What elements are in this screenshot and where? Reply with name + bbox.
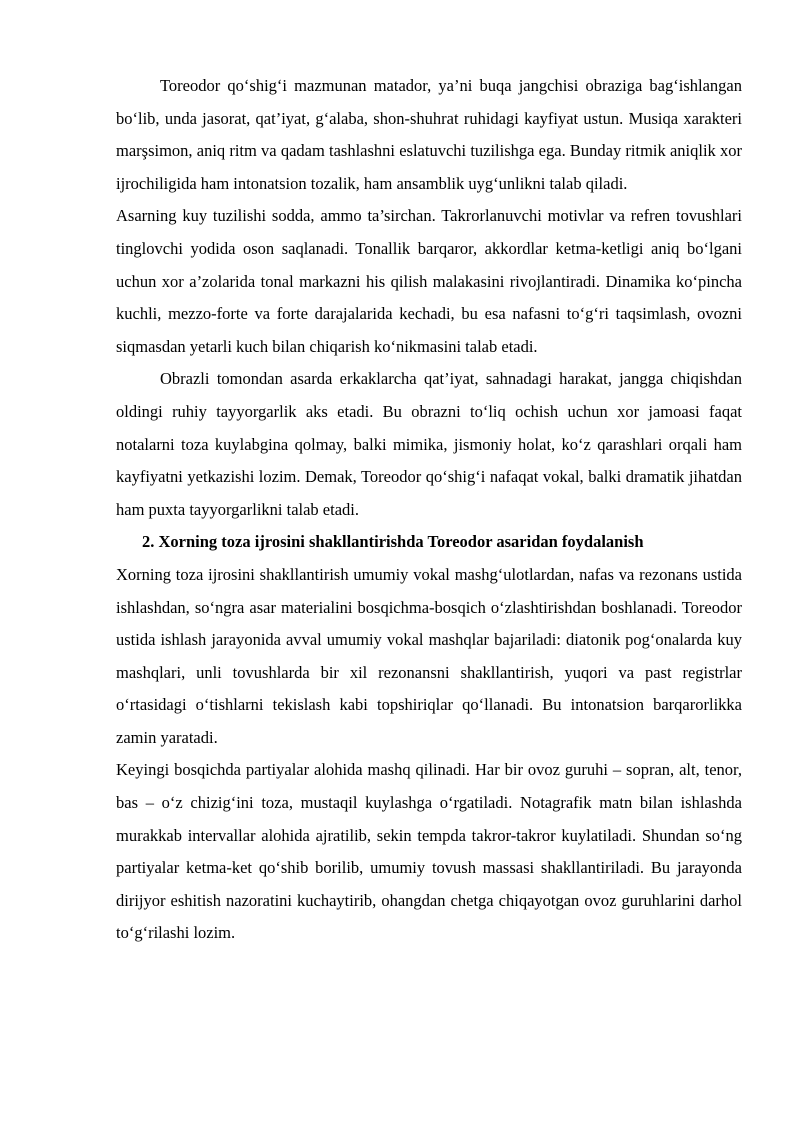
paragraph: Keyingi bosqichda partiyalar alohida mashq qilinadi. Har bir ovoz guruhi – sopran, alt, tenor, bas – o‘z chizig‘ini toza, mustaqil kuylashga o‘rgatiladi. Notagrafik matn bilan ishlashda murakkab intervallar alohida ajratilib, sekin tempda takror-takror kuylatiladi. Shundan so‘ng partiyalar ketma-ket qo‘shib borilib, umumiy tovush massasi shakllantiriladi. Bu jarayonda dirijyor eshitish nazoratini kuchaytirib, ohangdan chetga chiqayotgan ovoz guruhlarini darhol to‘g‘rilashi lozim.: [116, 760, 742, 943]
paragraph: Toreodor qo‘shig‘i mazmunan matador, ya’ni buqa jangchisi obraziga bag‘ishlangan bo‘lib, unda jasorat, qat’iyat, g‘alaba, shon-shuhrat ruhidagi kayfiyat ustun. Musiqa xarakteri marşsimon, aniq ritm va qadam tashlashni eslatuvchi tuzilishga ega. Bunday ritmik aniqlik xor ijrochiligida ham intonatsion tozalik, ham ansamblik uyg‘unlikni talab qiladi.: [116, 76, 742, 193]
paragraph: Xorning toza ijrosini shakllantirish umumiy vokal mashg‘ulotlardan, nafas va rezonans ustida ishlashdan, so‘ngra asar materialini bosqichma-bosqich o‘zlashtirishdan boshlanadi. Toreodor ustida ishlash jarayonida avval umumiy vokal mashqlar bajariladi: diatonik pog‘onalarda kuy mashqlari, unli tovushlarda bir xil rezonansni shakllantirish, yuqori va past registrlar o‘rtasidagi o‘tishlarni tekislash kabi topshiriqlar qo‘llanadi. Bu intonatsion barqarorlikka zamin yaratadi.: [116, 564, 742, 747]
document-page: [116, 70, 742, 950]
section-heading: 2. Xorning toza ijrosini shakllantirishda Toreodor asaridan foydalanish: [142, 532, 644, 552]
paragraph: Obrazli tomondan asarda erkaklarcha qat’iyat, sahnadagi harakat, jangga chiqishdan oldingi ruhiy tayyorgarlik aks etadi. Bu obrazni to‘liq ochish uchun xor jamoasi faqat notalarni toza kuylabgina qolmay, balki mimika, jismoniy holat, ko‘z qarashlari orqali ham kayfiyatni yetkazishi lozim. Demak, Toreodor qo‘shig‘i nafaqat vokal, balki dramatik jihatdan ham puxta tayyorgarlikni talab etadi.: [116, 369, 742, 519]
paragraph: Asarning kuy tuzilishi sodda, ammo ta’sirchan. Takrorlanuvchi motivlar va refren tovushlari tinglovchi yodida oson saqlanadi. Tonallik barqaror, akkordlar ketma-ketligi aniq bo‘lgani uchun xor a’zolarida tonal markazni his qilish malakasini rivojlantiradi. Dinamika ko‘pincha kuchli, mezzo-forte va forte darajalarida kechadi, bu esa nafasni to‘g‘ri taqsimlash, ovozni siqmasdan yetarli kuch bilan chiqarish ko‘nikmasini talab etadi.: [116, 206, 742, 356]
